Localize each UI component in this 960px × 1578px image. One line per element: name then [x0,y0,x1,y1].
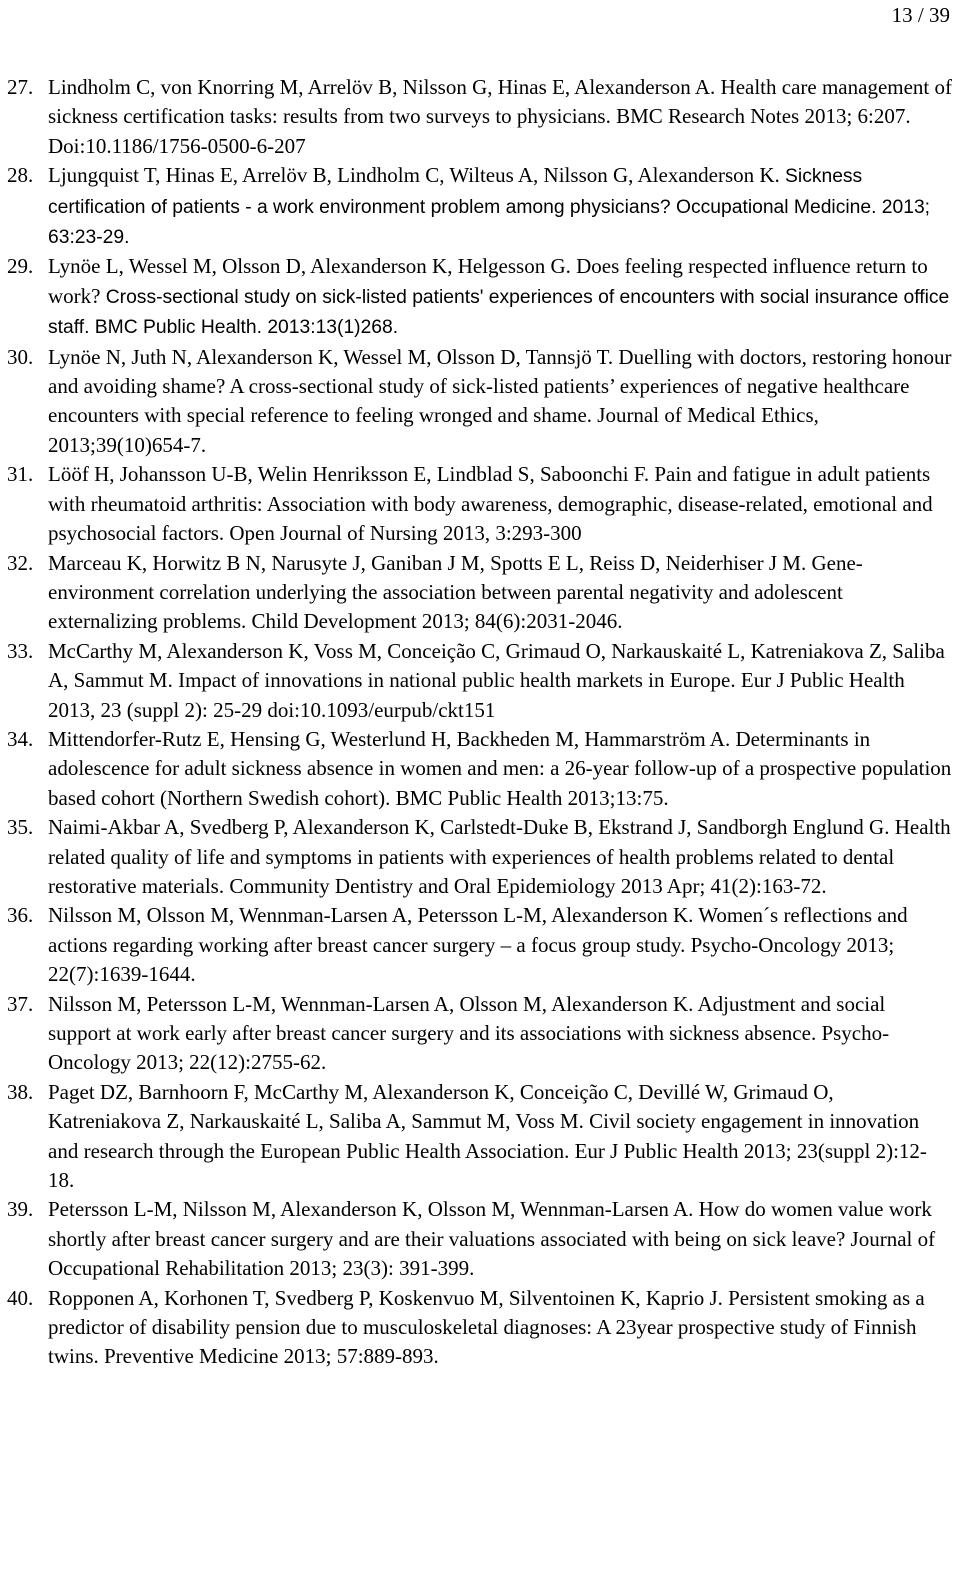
reference-text [48,73,952,161]
reference-text-segment: McCarthy M, Alexanderson K, Voss M, Conceição C, Grimaud O, Narkauskaité L, Katreniakova Z, Saliba A, Sammut M. Impact of innovations in national public health markets in Europe. Eur J Public Health 2013, 23 (suppl 2): 25-29 doi:10.1093/eurpub/ckt151 [48,638,945,722]
reference-text-segment: Lööf H, Johansson U-B, Welin Henriksson E, Lindblad S, Saboonchi F. Pain and fatigue in adult patients with rheumatoid arthritis: Association with body awareness, demographic, disease-related, emotional and psychosocial factors. Open Journal of Nursing 2013, 3:293-300 [48,462,933,546]
reference-text-segment: Petersson L-M, Nilsson M, Alexanderson K, Olsson M, Wennman-Larsen A. How do women value work shortly after breast cancer surgery and are their valuations associated with being on sick leave? Journal of Occupational Rehabilitation 2013; 23(3): 391-399. [48,1197,936,1281]
reference-number: 38. [7,1079,34,1104]
reference-text [48,990,952,1078]
reference-item [7,637,952,725]
reference-text [48,161,952,252]
reference-text [48,1078,952,1196]
reference-text-segment: Paget DZ, Barnhoorn F, McCarthy M, Alexanderson K, Conceição C, Devillé W, Grimaud O, Katreniakova Z, Narkauskaité L, Saliba A, Sammut M, Voss M. Civil society engagement in innovation and research through the European Public Health Association. Eur J Public Health 2013; 23(suppl 2):12-18. [48,1079,927,1193]
reference-number: 40. [7,1285,34,1310]
reference-item [7,990,952,1078]
reference-text [48,460,952,548]
reference-text-segment: Nilsson M, Petersson L-M, Wennman-Larsen A, Olsson M, Alexanderson K. Adjustment and social support at work early after breast cancer surgery and its associations with sickness absence. Psycho-Oncology 2013; 22(12):2755-62. [48,991,890,1075]
reference-text [48,637,952,725]
reference-item [7,813,952,901]
reference-item [7,549,952,637]
reference-text [48,252,952,342]
reference-number: 27. [7,75,34,99]
reference-text-segment: Naimi-Akbar A, Svedberg P, Alexanderson K, Carlstedt-Duke B, Ekstrand J, Sandborgh Englund G. Health related quality of life and symptoms in patients with experiences of health problems related to dental restorative materials. Community Dentistry and Oral Epidemiology 2013 Apr; 41(2):163-72. [48,815,951,898]
reference-text [48,725,952,813]
reference-number: 36. [7,903,34,928]
reference-text-segment: Lynöe N, Juth N, Alexanderson K, Wessel M, Olsson D, Tannsjö T. Duelling with doctors, restoring honour and avoiding shame? A cross-sectional study of sick-listed patients’ experiences of negative healthcare encounters with special reference to feeling wronged and shame. Journal of Medical Ethics, 2013;39(10)654-7. [48,344,952,457]
reference-number: 28. [7,163,34,188]
reference-item [7,460,952,548]
reference-number: 34. [7,726,34,751]
reference-text [48,1195,952,1283]
reference-text [48,813,952,901]
reference-item [7,1195,952,1283]
reference-item [7,1284,952,1372]
reference-text [48,1284,952,1372]
reference-text-segment: Ljungquist T, Hinas E, Arrelöv B, Lindholm C, Wilteus A, Nilsson G, Alexanderson K. [48,163,786,188]
reference-text-segment: Nilsson M, Olsson M, Wennman-Larsen A, Petersson L-M, Alexanderson K. Women´s reflections and actions regarding working after breast cancer surgery – a focus group study. Psycho-Oncology 2013; 22(7):1639-1644. [48,903,908,987]
reference-list [7,73,952,1372]
reference-number: 30. [7,344,34,369]
reference-number: 31. [7,462,34,487]
reference-number: 39. [7,1197,34,1222]
reference-text [48,549,952,637]
reference-number: 29. [7,254,34,279]
reference-text-segment: Sickness certification of patients - a work environment problem among physicians? Occupational Medicine. 2013; 63:23-29. [48,166,931,249]
reference-item [7,901,952,989]
reference-text [48,343,952,461]
reference-number: 33. [7,638,34,663]
reference-item [7,725,952,813]
reference-text-segment: Cross-sectional study on sick-listed patients' experiences of encounters with social insurance office staff. BMC Public Health. 2013:13(1)268. [48,286,950,339]
reference-item [7,343,952,461]
reference-item [7,252,952,342]
reference-text-segment: Mittendorfer-Rutz E, Hensing G, Westerlund H, Backheden M, Hammarström A. Determinants in adolescence for adult sickness absence in women and men: a 26-year follow-up of a prospective population based cohort (Northern Swedish cohort). BMC Public Health 2013;13:75. [48,726,952,810]
reference-text [48,901,952,989]
reference-item [7,73,952,161]
reference-text-segment: Marceau K, Horwitz B N, Narusyte J, Ganiban J M, Spotts E L, Reiss D, Neiderhiser J M. Gene-environment correlation underlying the association between parental negativity and adolescent externalizing problems. Child Development 2013; 84(6):2031-2046. [48,550,863,634]
reference-number: 37. [7,991,34,1016]
reference-text-segment: Lindholm C, von Knorring M, Arrelöv B, Nilsson G, Hinas E, Alexanderson A. Health care management of sickness certification tasks: results from two surveys to physicians. BMC Research Notes 2013; 6:207. Doi:10.1186/1756-0500-6-207 [48,75,953,158]
reference-item [7,161,952,252]
reference-item [7,1078,952,1196]
reference-text-segment: Ropponen A, Korhonen T, Svedberg P, Koskenvuo M, Silventoinen K, Kaprio J. Persistent smoking as a predictor of disability pension due to musculoskeletal diagnoses: A 23year prospective study of Finnish twins. Preventive Medicine 2013; 57:889-893. [48,1285,925,1369]
reference-number: 35. [7,815,34,840]
reference-number: 32. [7,550,34,575]
page-number: 13 / 39 [891,3,950,27]
reference-text-segment: Lynöe L, Wessel M, Olsson D, Alexanderson K, Helgesson G. Does feeling respected influence return to work? [48,254,928,308]
